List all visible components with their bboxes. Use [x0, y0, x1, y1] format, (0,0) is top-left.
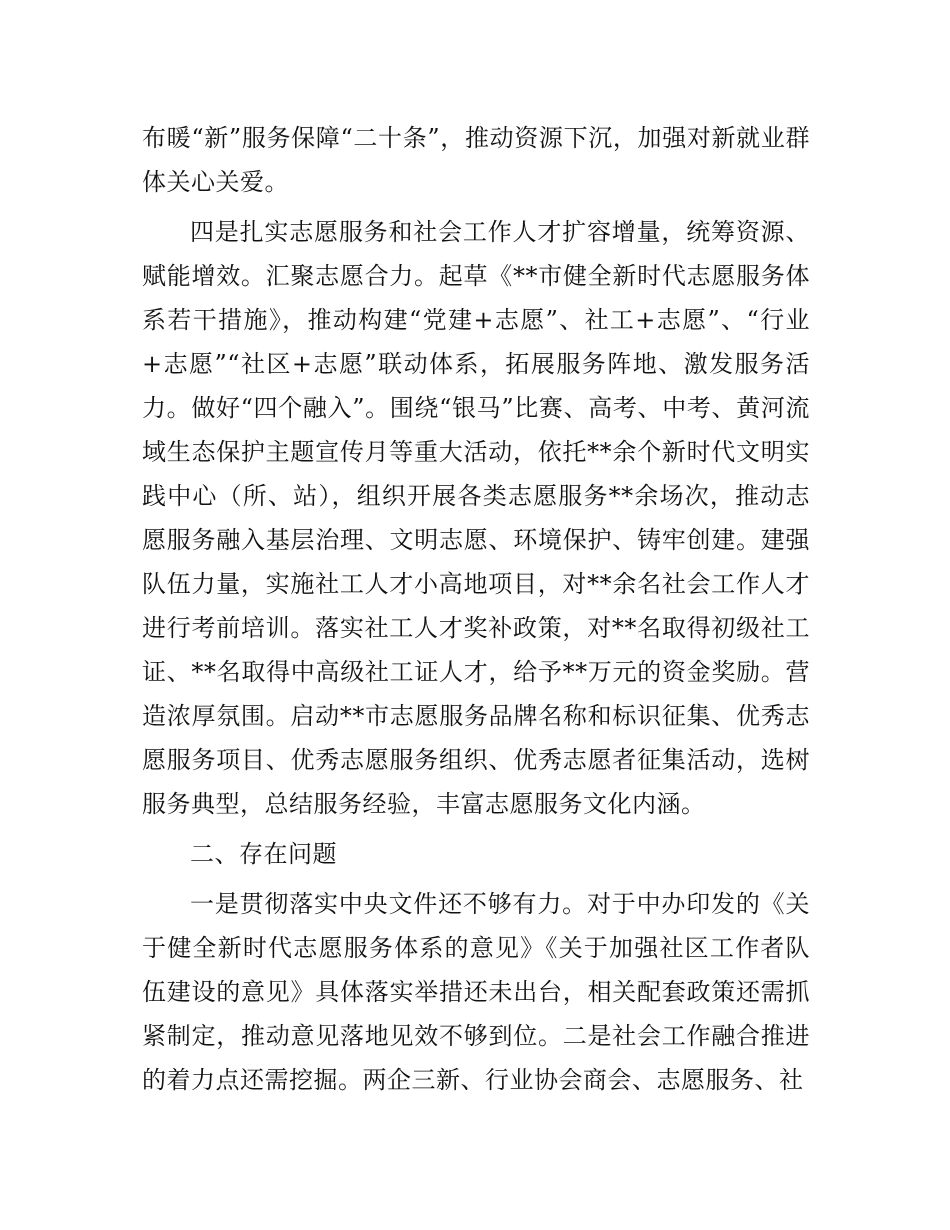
section-heading-problems: 二、存在问题: [190, 840, 337, 868]
paragraph-continuation: 布暖“新”服务保障“二十条”，推动资源下沉，加强对新就业群体关心关爱。: [142, 124, 810, 196]
document-body: [142, 116, 810, 1102]
paragraph-volunteer-service: 四是扎实志愿服务和社会工作人才扩容增量，统筹资源、赋能增效。汇聚志愿合力。起草《**市健全新时代志愿服务体系若干措施》，推动构建“党建+志愿”、社工+志愿”、“行业+志愿”“社区+志愿”联动体系，拓展服务阵地、激发服务活力。做好“四个融入”。围绕“银马”比赛、高考、中考、黄河流域生态保护主题宣传月等重大活动，依托**余个新时代文明实践中心（所、站），组织开展各类志愿服务**余场次，推动志愿服务融入基层治理、文明志愿、环境保护、铸牢创建。建强队伍力量，实施社工人才小高地项目，对**余名社会工作人才进行考前培训。落实社工人才奖补政策，对**名取得初级社工证、**名取得中高级社工证人才，给予**万元的资金奖励。营造浓厚氛围。启动**市志愿服务品牌名称和标识征集、优秀志愿服务项目、优秀志愿服务组织、优秀志愿者征集活动，选树服务典型，总结服务经验，丰富志愿服务文化内涵。: [142, 218, 810, 818]
paragraph-problems: 一是贯彻落实中央文件还不够有力。对于中办印发的《关于健全新时代志愿服务体系的意见》《关于加强社区工作者队伍建设的意见》具体落实举措还未出台，相关配套政策还需抓紧制定，推动意见落地见效不够到位。二是社会工作融合推进的着力点还需挖掘。两企三新、行业协会商会、志愿服务、社: [142, 890, 810, 1094]
